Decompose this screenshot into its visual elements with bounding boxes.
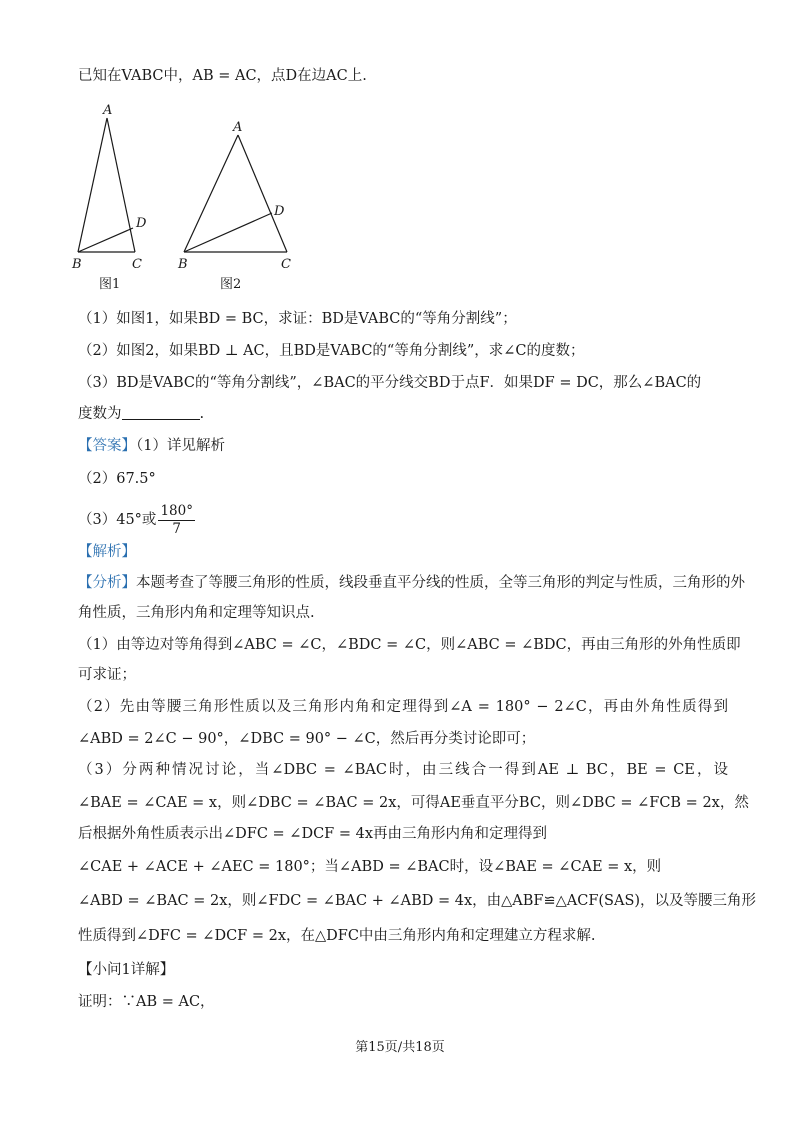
answer-1: （1）详见解析 — [136, 438, 225, 454]
fig1-label-b: B — [72, 257, 82, 272]
fraction-denominator: 7 — [172, 520, 181, 537]
fig1-label-a: A — [103, 103, 113, 118]
answer-3-prefix: （3）45°或 — [78, 512, 157, 528]
subquestion-1-heading: 【小问1详解】 — [78, 962, 175, 978]
answer-line-1 — [78, 436, 728, 456]
fig2-caption: 图2 — [220, 277, 242, 292]
fig2-label-d: D — [274, 204, 285, 219]
triangle-figures-svg — [70, 100, 310, 300]
answer-line-3 — [78, 500, 728, 540]
question-3-tail: 度数为 — [78, 406, 122, 422]
fraction-numerator: 180° — [160, 502, 193, 519]
analysis-text-1: 本题考查了等腰三角形的性质，线段垂直平分线的性质，全等三角形的判定与性质，三角形的外 — [136, 575, 745, 591]
fig2-label-b: B — [178, 257, 188, 272]
analysis-line-7: （3）分两种情况讨论，当∠DBC = ∠BAC时，由三线合一得到AE ⊥ BC，BE = CE，设 — [78, 762, 728, 778]
problem-intro: 已知在VABC中，AB = AC，点D在边AC上. — [78, 68, 367, 84]
answer-3-fraction — [158, 503, 195, 538]
analysis-line-3: （1）由等边对等角得到∠ABC = ∠C，∠BDC = ∠C，则∠ABC = ∠BDC，再由三角形的外角性质即 — [78, 637, 741, 653]
analysis-line-9: 后根据外角性质表示出∠DFC = ∠DCF = 4x再由三角形内角和定理得到 — [78, 826, 547, 842]
analysis-line-11: ∠ABD = ∠BAC = 2x，则∠FDC = ∠BAC + ∠ABD = 4x，由△ABF≌△ACF(SAS)，以及等腰三角形 — [78, 893, 757, 909]
figure-1 — [71, 103, 147, 292]
answer-blank — [122, 405, 200, 420]
fig2-label-a: A — [233, 120, 243, 135]
question-3-continued — [78, 404, 728, 424]
analysis-line-4: 可求证； — [78, 667, 136, 683]
analysis-line-6: ∠ABD = 2∠C − 90°，∠DBC = 90° − ∠C，然后再分类讨论即可； — [78, 731, 536, 747]
page-footer: 第15页/共18页 — [355, 1040, 445, 1055]
answer-2: （2）67.5° — [78, 471, 156, 487]
question-3: （3）BD是VABC的“等角分割线”，∠BAC的平分线交BD于点F．如果DF = DC，那么∠BAC的 — [78, 375, 702, 391]
analysis-line-10: ∠CAE + ∠ACE + ∠AEC = 180°；当∠ABD = ∠BAC时，设∠BAE = ∠CAE = x，则 — [78, 859, 662, 875]
question-1: （1）如图1，如果BD = BC，求证：BD是VABC的“等角分割线”； — [78, 311, 517, 327]
analysis-line-8: ∠BAE = ∠CAE = x，则∠DBC = ∠BAC = 2x，可得AE垂直平分BC，则∠DBC = ∠FCB = 2x，然 — [78, 795, 749, 811]
analysis-line-2: 角性质，三角形内角和定理等知识点. — [78, 605, 315, 621]
geometry-figures — [70, 100, 310, 300]
fig1-caption: 图1 — [99, 277, 121, 292]
analysis-head-tag: 【分析】 — [78, 575, 136, 591]
analysis-line-12: 性质得到∠DFC = ∠DCF = 2x，在△DFC中由三角形内角和定理建立方程求解. — [78, 928, 596, 944]
proof-start: 证明：∵AB = AC， — [78, 994, 215, 1010]
question-2: （2）如图2，如果BD ⊥ AC，且BD是VABC的“等角分割线”，求∠C的度数； — [78, 343, 585, 359]
period: . — [199, 406, 205, 422]
fig1-label-c: C — [132, 257, 142, 272]
fig1-label-d: D — [136, 216, 147, 231]
fig2-label-c: C — [281, 257, 291, 272]
figure-2 — [177, 120, 291, 292]
analysis-tag: 【解析】 — [78, 544, 136, 560]
analysis-line-1 — [78, 573, 745, 593]
answer-tag: 【答案】 — [78, 438, 136, 454]
analysis-line-5: （2）先由等腰三角形性质以及三角形内角和定理得到∠A = 180° − 2∠C，再由外角性质得到 — [78, 699, 728, 715]
